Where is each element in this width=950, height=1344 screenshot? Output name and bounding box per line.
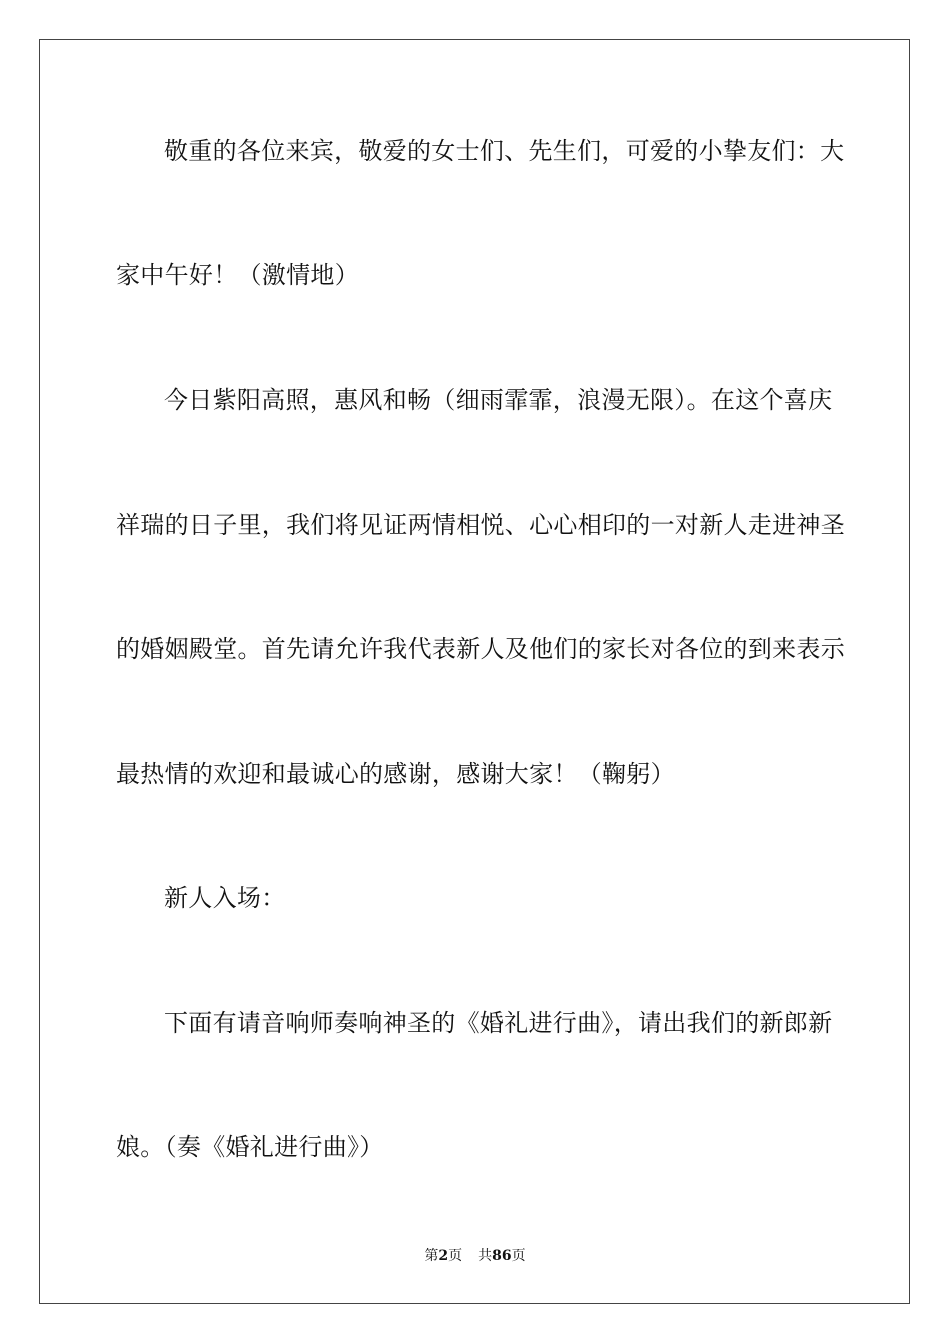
page-suffix: 页 bbox=[448, 1248, 463, 1264]
total-pages: 86 bbox=[492, 1248, 512, 1264]
paragraph-line: 今日紫阳高照，惠风和畅（细雨霏霏，浪漫无限）。在这个喜庆 bbox=[164, 386, 833, 414]
page-border bbox=[39, 39, 910, 1304]
total-prefix: 共 bbox=[478, 1248, 493, 1264]
paragraph-line: 娘。（奏《婚礼进行曲》） bbox=[116, 1133, 384, 1161]
page-number: 2 bbox=[438, 1248, 449, 1264]
paragraph-line: 家中午好！（激情地） bbox=[116, 261, 359, 289]
paragraph-line: 的婚姻殿堂。首先请允许我代表新人及他们的家长对各位的到来表示 bbox=[116, 635, 845, 663]
total-suffix: 页 bbox=[511, 1248, 526, 1264]
page-footer bbox=[0, 1247, 950, 1265]
paragraph-line: 敬重的各位来宾，敬爱的女士们、先生们，可爱的小挚友们：大 bbox=[164, 137, 845, 165]
section-heading: 新人入场： bbox=[164, 884, 286, 912]
page-prefix: 第 bbox=[424, 1248, 439, 1264]
paragraph-line: 祥瑞的日子里，我们将见证两情相悦、心心相印的一对新人走进神圣 bbox=[116, 511, 845, 539]
paragraph-line: 下面有请音响师奏响神圣的《婚礼进行曲》，请出我们的新郎新 bbox=[164, 1009, 833, 1037]
paragraph-line: 最热情的欢迎和最诚心的感谢，感谢大家！（鞠躬） bbox=[116, 760, 675, 788]
